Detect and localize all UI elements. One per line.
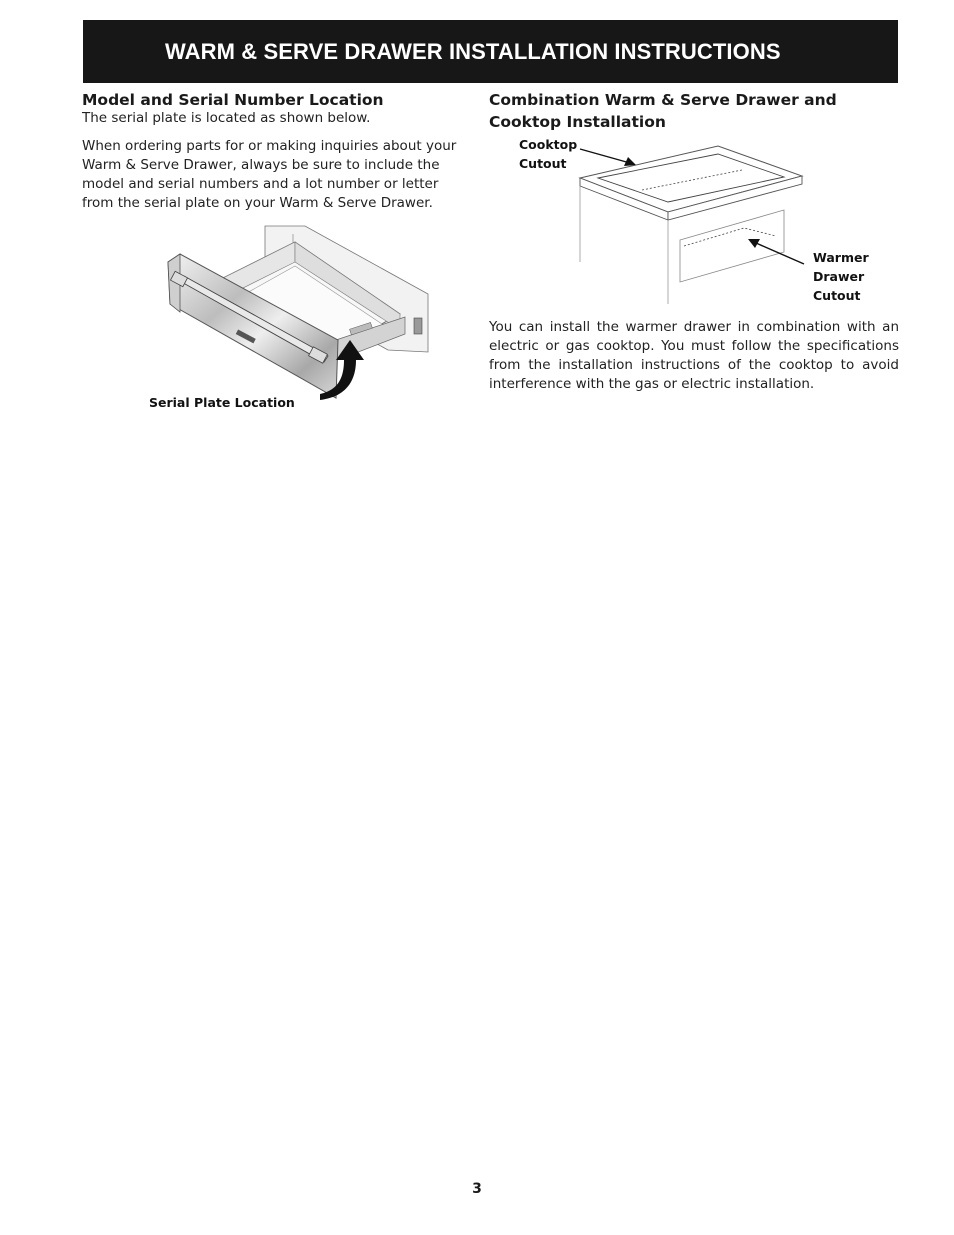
serial-section-heading: Model and Serial Number Location [82, 91, 384, 109]
warmer-cutout-label [813, 248, 869, 305]
page-number: 3 [472, 1181, 482, 1197]
combination-install-section [489, 89, 899, 133]
serial-plate-label: Serial Plate Location [149, 395, 295, 410]
cooktop-label-line2: Cutout [519, 156, 567, 171]
serial-intro-text: The serial plate is located as shown below. [82, 110, 371, 126]
warmer-label-line2: Drawer [813, 269, 865, 284]
combination-body-text: You can install the warmer drawer in combination with an electric or gas cooktop. You must follow the specifications from the installation instructions of the cooktop to avoid interference with the gas or electric installation. [489, 319, 899, 392]
combination-heading-line2: Cooktop Installation [489, 113, 666, 131]
combination-heading-line1: Combination Warm & Serve Drawer and [489, 91, 837, 109]
page-header-banner [83, 20, 898, 83]
page-title: WARM & SERVE DRAWER INSTALLATION INSTRUCTIONS [165, 39, 781, 64]
cooktop-leader-arrow [578, 145, 642, 171]
cooktop-cutout-label [519, 135, 577, 173]
serial-location-section [82, 89, 468, 213]
warmer-label-line3: Cutout [813, 288, 861, 303]
warmer-leader-arrow [746, 236, 808, 268]
serial-body-text: When ordering parts for or making inquiries about your Warm & Serve Drawer, always be sure to include the model and serial numbers and a lot number or letter from the serial plate on your Warm & Serve Drawer. [82, 138, 457, 211]
cooktop-label-line1: Cooktop [519, 137, 578, 152]
warmer-label-line1: Warmer [813, 250, 869, 265]
drawer-illustration [160, 222, 440, 412]
